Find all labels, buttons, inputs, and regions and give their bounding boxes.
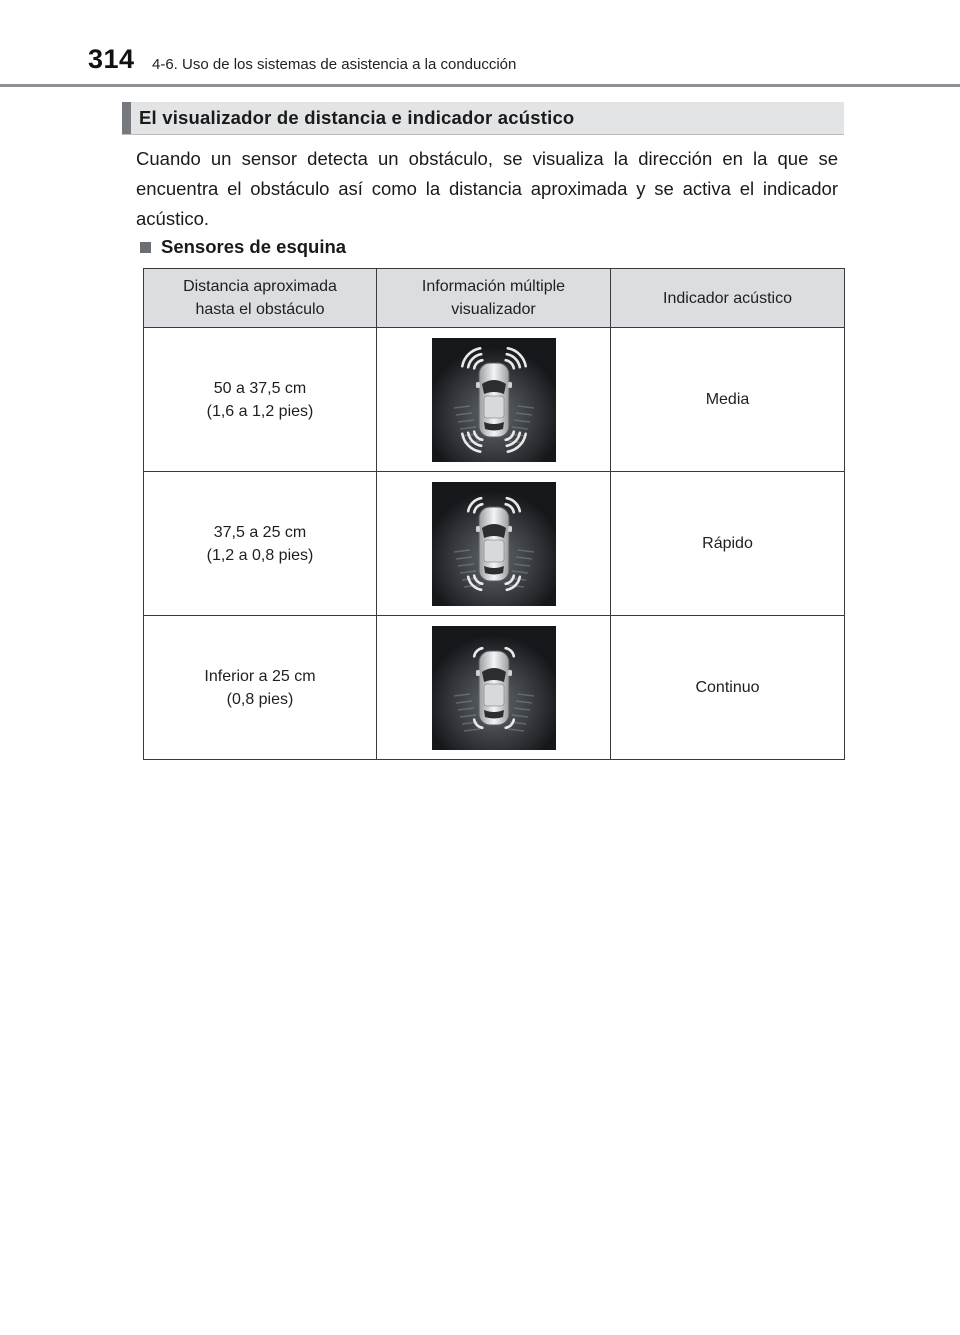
car-mirror <box>508 670 512 676</box>
car-sensor-display-icon <box>432 482 556 606</box>
car-roof <box>484 396 504 418</box>
car-mirror <box>508 382 512 388</box>
header-rule <box>0 84 960 87</box>
car-mirror <box>476 382 480 388</box>
sensor-table <box>143 268 845 760</box>
display-cell <box>377 616 611 760</box>
chapter-title: 4-6. Uso de los sistemas de asistencia a la conducción <box>152 56 517 73</box>
header-buzzer: Indicador acústico <box>611 269 845 328</box>
display-cell <box>377 472 611 616</box>
table-header-row <box>144 269 845 328</box>
header-display: Información múltiple visualizador <box>377 269 611 328</box>
section-header <box>122 102 844 135</box>
distance-cell: Inferior a 25 cm (0,8 pies) <box>144 616 377 760</box>
distance-cell: 50 a 37,5 cm (1,6 a 1,2 pies) <box>144 328 377 472</box>
intro-paragraph: Cuando un sensor detecta un obstáculo, se visualiza la dirección en la que se encuentra el obstáculo así como la distancia aproximada y se activa el indicador acústico. <box>136 148 838 229</box>
section-bar <box>122 102 131 134</box>
table-row <box>144 616 845 760</box>
buzzer-cell: Media <box>611 328 845 472</box>
car-windshield <box>482 380 506 394</box>
car-mirror <box>476 670 480 676</box>
subsection-title: Sensores de esquina <box>161 236 347 257</box>
car-sensor-display-icon <box>432 338 556 462</box>
car-windshield <box>482 524 506 538</box>
buzzer-cell: Continuo <box>611 616 845 760</box>
section-title: El visualizador de distancia e indicador acústico <box>139 107 575 128</box>
square-bullet-icon <box>140 242 151 253</box>
car-windshield <box>482 668 506 682</box>
distance-cell: 37,5 a 25 cm (1,2 a 0,8 pies) <box>144 472 377 616</box>
car-sensor-display-icon <box>432 626 556 750</box>
subsection-heading <box>140 236 346 258</box>
car-roof <box>484 540 504 562</box>
car-mirror <box>476 526 480 532</box>
buzzer-cell: Rápido <box>611 472 845 616</box>
display-cell <box>377 328 611 472</box>
car-roof <box>484 684 504 706</box>
table-row <box>144 328 845 472</box>
car-mirror <box>508 526 512 532</box>
header-distance: Distancia aproximada hasta el obstáculo <box>144 269 377 328</box>
page-number: 314 <box>88 44 135 74</box>
table-row <box>144 472 845 616</box>
